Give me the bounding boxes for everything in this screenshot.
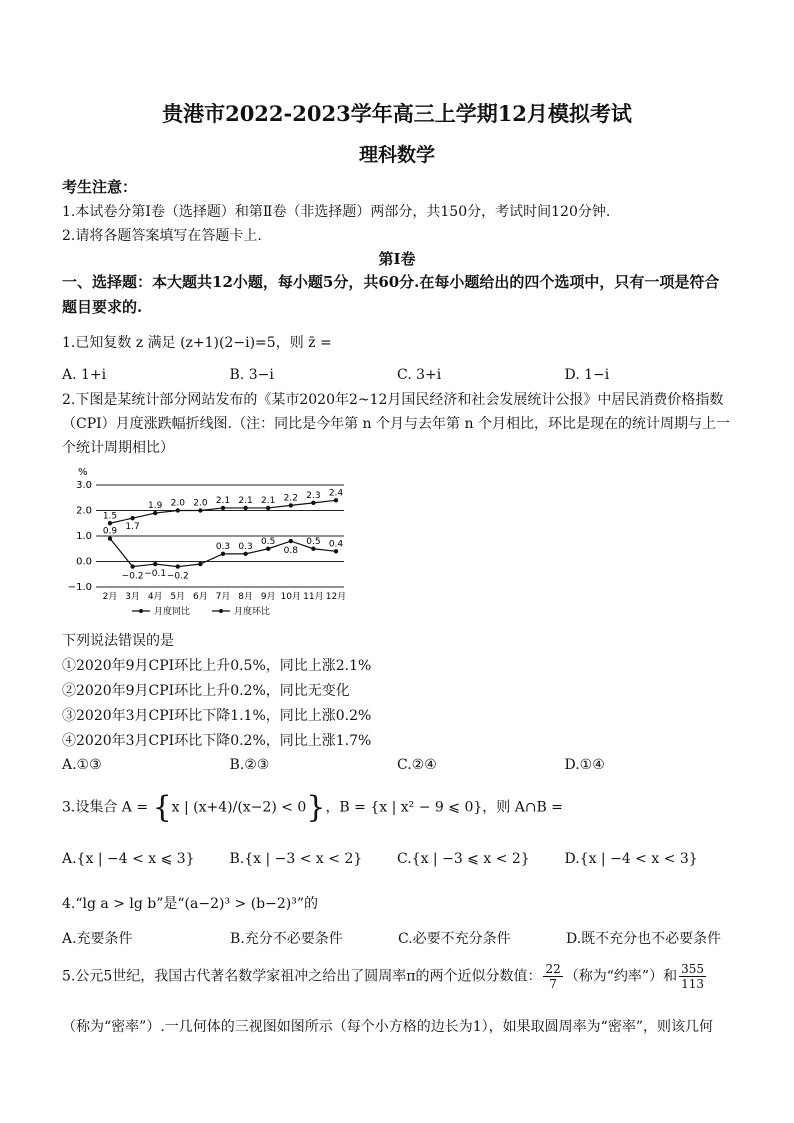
chart-xtick-label: 4月 xyxy=(147,592,163,602)
q1-options xyxy=(62,367,732,383)
chart-point xyxy=(153,511,157,515)
chart-point xyxy=(130,516,134,520)
q2-option-c: C.②④ xyxy=(397,757,437,773)
chart-legend-label: 月度环比 xyxy=(234,607,271,617)
q3-option-b: B.{x | −3 < x < 2} xyxy=(229,851,363,867)
q2-statement-2: ②2020年9月CPI环比上升0.2%，同比无变化 xyxy=(62,683,350,699)
chart-point xyxy=(243,506,247,510)
chart-data-label: 1.7 xyxy=(125,522,140,533)
chart-ytick-label: −1.0 xyxy=(67,582,92,593)
chart-data-label: −0.2 xyxy=(166,571,189,582)
chart-xtick-label: 10月 xyxy=(280,592,302,602)
chart-data-label: 2.0 xyxy=(193,498,208,509)
chart-point xyxy=(334,549,338,553)
q1-stem: 1.已知复数 z 满足 (z+1)(2−i)=5，则 z̄ = xyxy=(62,335,332,351)
chart-point xyxy=(334,498,338,502)
chart-point xyxy=(266,506,270,510)
q5-fraction-milv xyxy=(679,962,706,991)
q3-set-a: x | (x+4)/(x−2) < 0 xyxy=(171,799,307,816)
q3-options xyxy=(62,851,732,867)
chart-point xyxy=(130,564,134,568)
q4-option-d: D.既不充分也不必要条件 xyxy=(566,931,722,947)
q4-option-c: C.必要不充分条件 xyxy=(398,931,511,947)
section-label: 第Ⅰ卷 xyxy=(378,250,416,268)
q5-frac2-den: 113 xyxy=(681,977,704,991)
chart-data-label: 0.5 xyxy=(306,536,321,547)
chart-xtick-label: 3月 xyxy=(125,592,140,602)
q5-text-mid: （称为“约率”）和 xyxy=(564,968,678,985)
section-instructions: 一、选择题：本大题共12小题，每小题5分，共60分.在每小题给出的四个选项中，只有一项是符合题目要求的. xyxy=(62,273,720,316)
q5-frac1-den: 7 xyxy=(549,977,557,991)
chart-legend-marker xyxy=(139,609,143,613)
q5-text-1: 5.公元5世纪，我国古代著名数学家祖冲之给出了圆周率π的两个近似分数值： xyxy=(62,968,542,985)
q5-frac2-num: 355 xyxy=(681,962,704,976)
chart-ytick-label: 3.0 xyxy=(76,480,92,491)
chart-point xyxy=(221,552,225,556)
chart-data-label: 0.9 xyxy=(102,526,118,537)
chart-data-label: 0.3 xyxy=(238,541,253,552)
q2-statement-1: ①2020年9月CPI环比上升0.5%，同比上涨2.1% xyxy=(62,658,372,674)
q5-frac1-num: 22 xyxy=(545,962,561,976)
page-title: 贵港市2022-2023学年高三上学期12月模拟考试 xyxy=(162,101,632,126)
chart-data-label: 2.4 xyxy=(328,488,344,499)
chart-xtick-label: 7月 xyxy=(215,592,231,602)
chart-data-label: −0.1 xyxy=(144,569,167,580)
page-subtitle: 理科数学 xyxy=(358,144,435,166)
q3-brace-close: } xyxy=(306,790,326,825)
chart-xtick-label: 6月 xyxy=(193,592,208,602)
chart-point xyxy=(198,508,202,512)
chart-data-label: 2.0 xyxy=(170,498,185,509)
chart-xtick-label: 11月 xyxy=(303,592,324,602)
q3-brace-open: { xyxy=(152,790,172,825)
cpi-line-chart xyxy=(62,463,352,623)
q3-stem xyxy=(62,790,563,825)
chart-xtick-label: 2月 xyxy=(102,592,118,602)
q4-option-b: B.充分不必要条件 xyxy=(230,931,343,947)
q4-options xyxy=(62,928,732,948)
q1-option-c: C. 3+i xyxy=(397,367,442,383)
chart-point xyxy=(266,547,270,551)
chart-xtick-label: 8月 xyxy=(238,592,253,602)
chart-point xyxy=(153,562,157,566)
q2-options xyxy=(62,757,732,773)
chart-data-label: 1.5 xyxy=(102,511,118,522)
chart-point xyxy=(198,562,202,566)
notice-heading: 考生注意： xyxy=(62,178,138,196)
chart-xtick-label: 5月 xyxy=(170,592,186,602)
q2-statement-3: ③2020年3月CPI环比下降1.1%，同比上涨0.2% xyxy=(62,708,372,724)
q2-prompt: 下列说法错误的是 xyxy=(62,633,174,649)
chart-data-label: −0.2 xyxy=(121,571,144,582)
chart-legend-marker xyxy=(219,609,223,613)
chart-point xyxy=(311,547,315,551)
chart-data-label: 1.9 xyxy=(148,501,163,512)
q3-set-b: ，B = {x | x² − 9 ⩽ 0}，则 A∩B = xyxy=(325,799,564,816)
q3-prefix: 3.设集合 A = xyxy=(62,799,153,816)
q1-option-d: D. 1−i xyxy=(564,367,610,383)
q3-option-d: D.{x | −4 < x < 3} xyxy=(564,851,698,867)
chart-data-label: 2.1 xyxy=(215,495,231,506)
chart-ylabel: % xyxy=(78,467,88,478)
chart-point xyxy=(311,501,315,505)
chart-point xyxy=(289,539,293,543)
q2-option-d: D.①④ xyxy=(564,757,605,773)
chart-ytick-label: 0.0 xyxy=(76,556,92,568)
chart-data-label: 2.1 xyxy=(261,495,276,506)
chart-point xyxy=(108,536,112,540)
chart-xtick-label: 12月 xyxy=(325,592,347,602)
chart-data-label: 0.4 xyxy=(328,539,344,550)
q3-option-c: C.{x | −3 ⩽ x < 2} xyxy=(397,851,530,867)
chart-point xyxy=(108,521,112,525)
notice-item-2: 2.请将各题答案填写在答题卡上. xyxy=(62,228,262,244)
chart-data-label: 2.3 xyxy=(306,490,321,501)
q4-stem: 4.“lg a > lg b”是“(a−2)³ > (b−2)³”的 xyxy=(62,896,318,912)
chart-data-label: 2.1 xyxy=(238,495,253,506)
q3-option-a: A.{x | −4 < x ⩽ 3} xyxy=(62,851,195,867)
notice-item-1: 1.本试卷分第Ⅰ卷（选择题）和第Ⅱ卷（非选择题）两部分，共150分，考试时间120分钟. xyxy=(62,204,611,220)
q5-fraction-yuelv xyxy=(543,962,562,991)
q1-option-a: A. 1+i xyxy=(62,367,107,383)
q2-statement-4: ④2020年3月CPI环比下降0.2%，同比上涨1.7% xyxy=(62,733,372,749)
chart-data-label: 0.8 xyxy=(283,546,298,557)
chart-data-label: 2.2 xyxy=(283,493,298,504)
chart-point xyxy=(221,506,225,510)
q4-option-a: A.充要条件 xyxy=(62,931,133,947)
chart-point xyxy=(289,503,293,507)
q2-option-b: B.②③ xyxy=(229,757,270,773)
chart-ytick-label: 1.0 xyxy=(76,531,92,542)
q2-option-a: A.①③ xyxy=(62,757,102,773)
chart-ytick-label: 2.0 xyxy=(76,505,92,517)
q5-line-2: （称为“密率”）.一几何体的三视图如图所示（每个小方格的边长为1），如果取圆周率为“密率”，则该几何 xyxy=(62,1019,713,1035)
chart-data-label: 0.3 xyxy=(215,541,231,552)
chart-xtick-label: 9月 xyxy=(260,592,276,602)
chart-legend-label: 月度同比 xyxy=(154,607,191,617)
q5-line-1 xyxy=(62,962,708,991)
chart-point xyxy=(176,508,180,512)
q2-stem: 2.下图是某统计部分网站发布的《某市2020年2~12月国民经济和社会发展统计公报》中居民消费价格指数（CPI）月度涨跌幅折线图.（注：同比是今年第 n 个月与去年第 n 个月相比，环比是现在的统计周期与上一个统计周期相比） xyxy=(62,392,730,456)
chart-data-label: 0.5 xyxy=(261,536,276,547)
chart-point xyxy=(243,552,247,556)
chart-point xyxy=(176,564,180,568)
q1-option-b: B. 3−i xyxy=(229,367,274,383)
